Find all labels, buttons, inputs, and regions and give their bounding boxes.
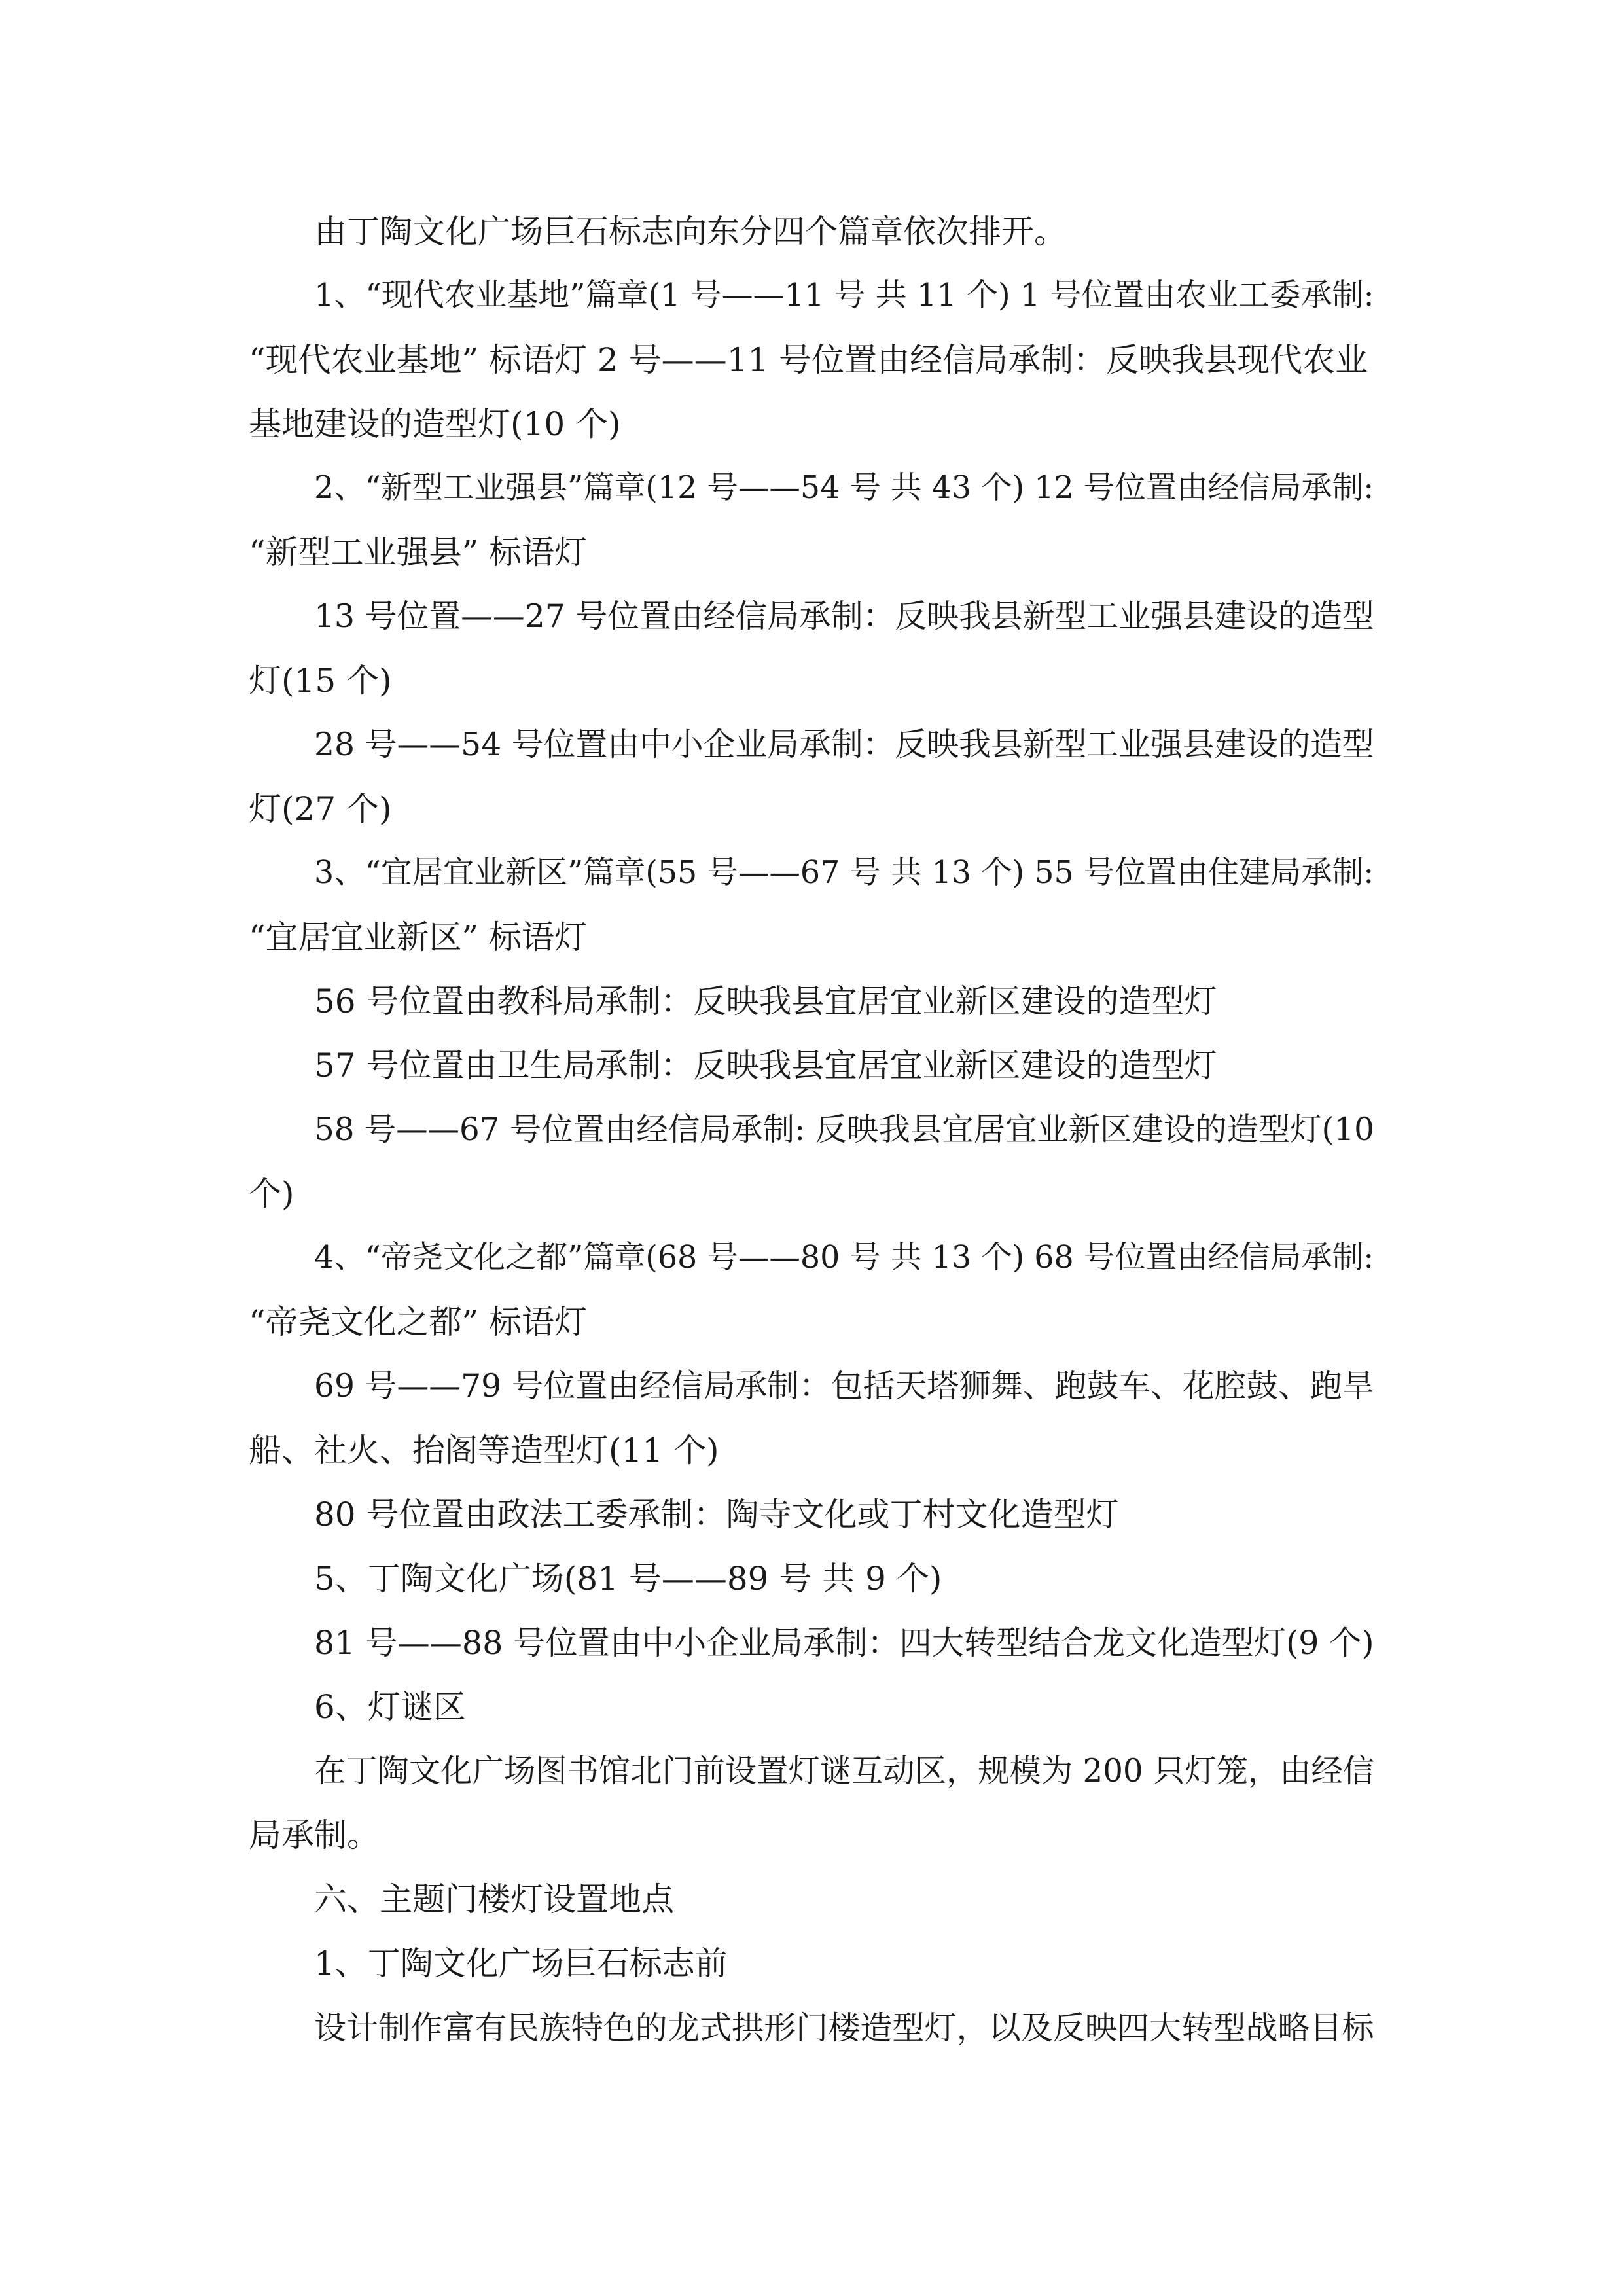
text-line: 六、主题门楼灯设置地点 (314, 1880, 674, 1918)
text-line: 局承制。 (249, 1816, 380, 1854)
text-line: 在丁陶文化广场图书馆北门前设置灯谜互动区，规模为 200 只灯笼，由经信 (314, 1753, 1374, 1789)
text-line: “宜居宜业新区” 标语灯 (249, 918, 588, 956)
text-line: 1、丁陶文化广场巨石标志前 (314, 1945, 728, 1982)
text-line: 5、丁陶文化广场(81 号——89 号 共 9 个) (314, 1560, 942, 1598)
text-line: 13 号位置——27 号位置由经信局承制：反映我县新型工业强县建设的造型 (314, 598, 1374, 635)
text-line: 69 号——79 号位置由经信局承制：包括天塔狮舞、跑鼓车、花腔鼓、跑旱 (314, 1367, 1374, 1405)
text-line: 57 号位置由卫生局承制：反映我县宜居宜业新区建设的造型灯 (314, 1047, 1217, 1085)
text-line: 3、“宜居宜业新区”篇章(55 号——67 号 共 13 个) 55 号位置由住建局承制: (314, 855, 1374, 891)
text-line: 基地建设的造型灯(10 个) (249, 405, 621, 443)
text-line: 80 号位置由政法工委承制：陶寺文化或丁村文化造型灯 (314, 1496, 1119, 1534)
text-line: 船、社火、抬阁等造型灯(11 个) (249, 1431, 719, 1469)
text-line: 设计制作富有民族特色的龙式拱形门楼造型灯，以及反映四大转型战略目标 (314, 2009, 1374, 2047)
text-line: 28 号——54 号位置由中小企业局承制：反映我县新型工业强县建设的造型 (314, 726, 1374, 763)
text-line: 4、“帝尧文化之都”篇章(68 号——80 号 共 13 个) 68 号位置由经信局承制: (314, 1240, 1374, 1276)
text-line: 灯(15 个) (249, 662, 392, 700)
text-line: 56 号位置由教科局承制：反映我县宜居宜业新区建设的造型灯 (314, 982, 1217, 1020)
text-line: 81 号——88 号位置由中小企业局承制：四大转型结合龙文化造型灯(9 个) (314, 1624, 1374, 1662)
text-line: 灯(27 个) (249, 790, 392, 828)
document-body (249, 200, 1374, 2060)
text-line: 1、“现代农业基地”篇章(1 号——11 号 共 11 个) 1 号位置由农业工委承制: (314, 278, 1374, 314)
text-line: 58 号——67 号位置由经信局承制: 反映我县宜居宜业新区建设的造型灯(10 (314, 1111, 1374, 1148)
text-line: “新型工业强县” 标语灯 (249, 533, 588, 571)
text-line: 个) (249, 1175, 294, 1213)
text-line: “帝尧文化之都” 标语灯 (249, 1303, 588, 1341)
text-line: “现代农业基地” 标语灯 2 号——11 号位置由经信局承制：反映我县现代农业 (249, 341, 1368, 379)
text-line: 2、“新型工业强县”篇章(12 号——54 号 共 43 个) 12 号位置由经信局承制: (314, 470, 1374, 506)
text-line: 由丁陶文化广场巨石标志向东分四个篇章依次排开。 (314, 213, 1067, 251)
text-line: 6、灯谜区 (314, 1688, 466, 1726)
